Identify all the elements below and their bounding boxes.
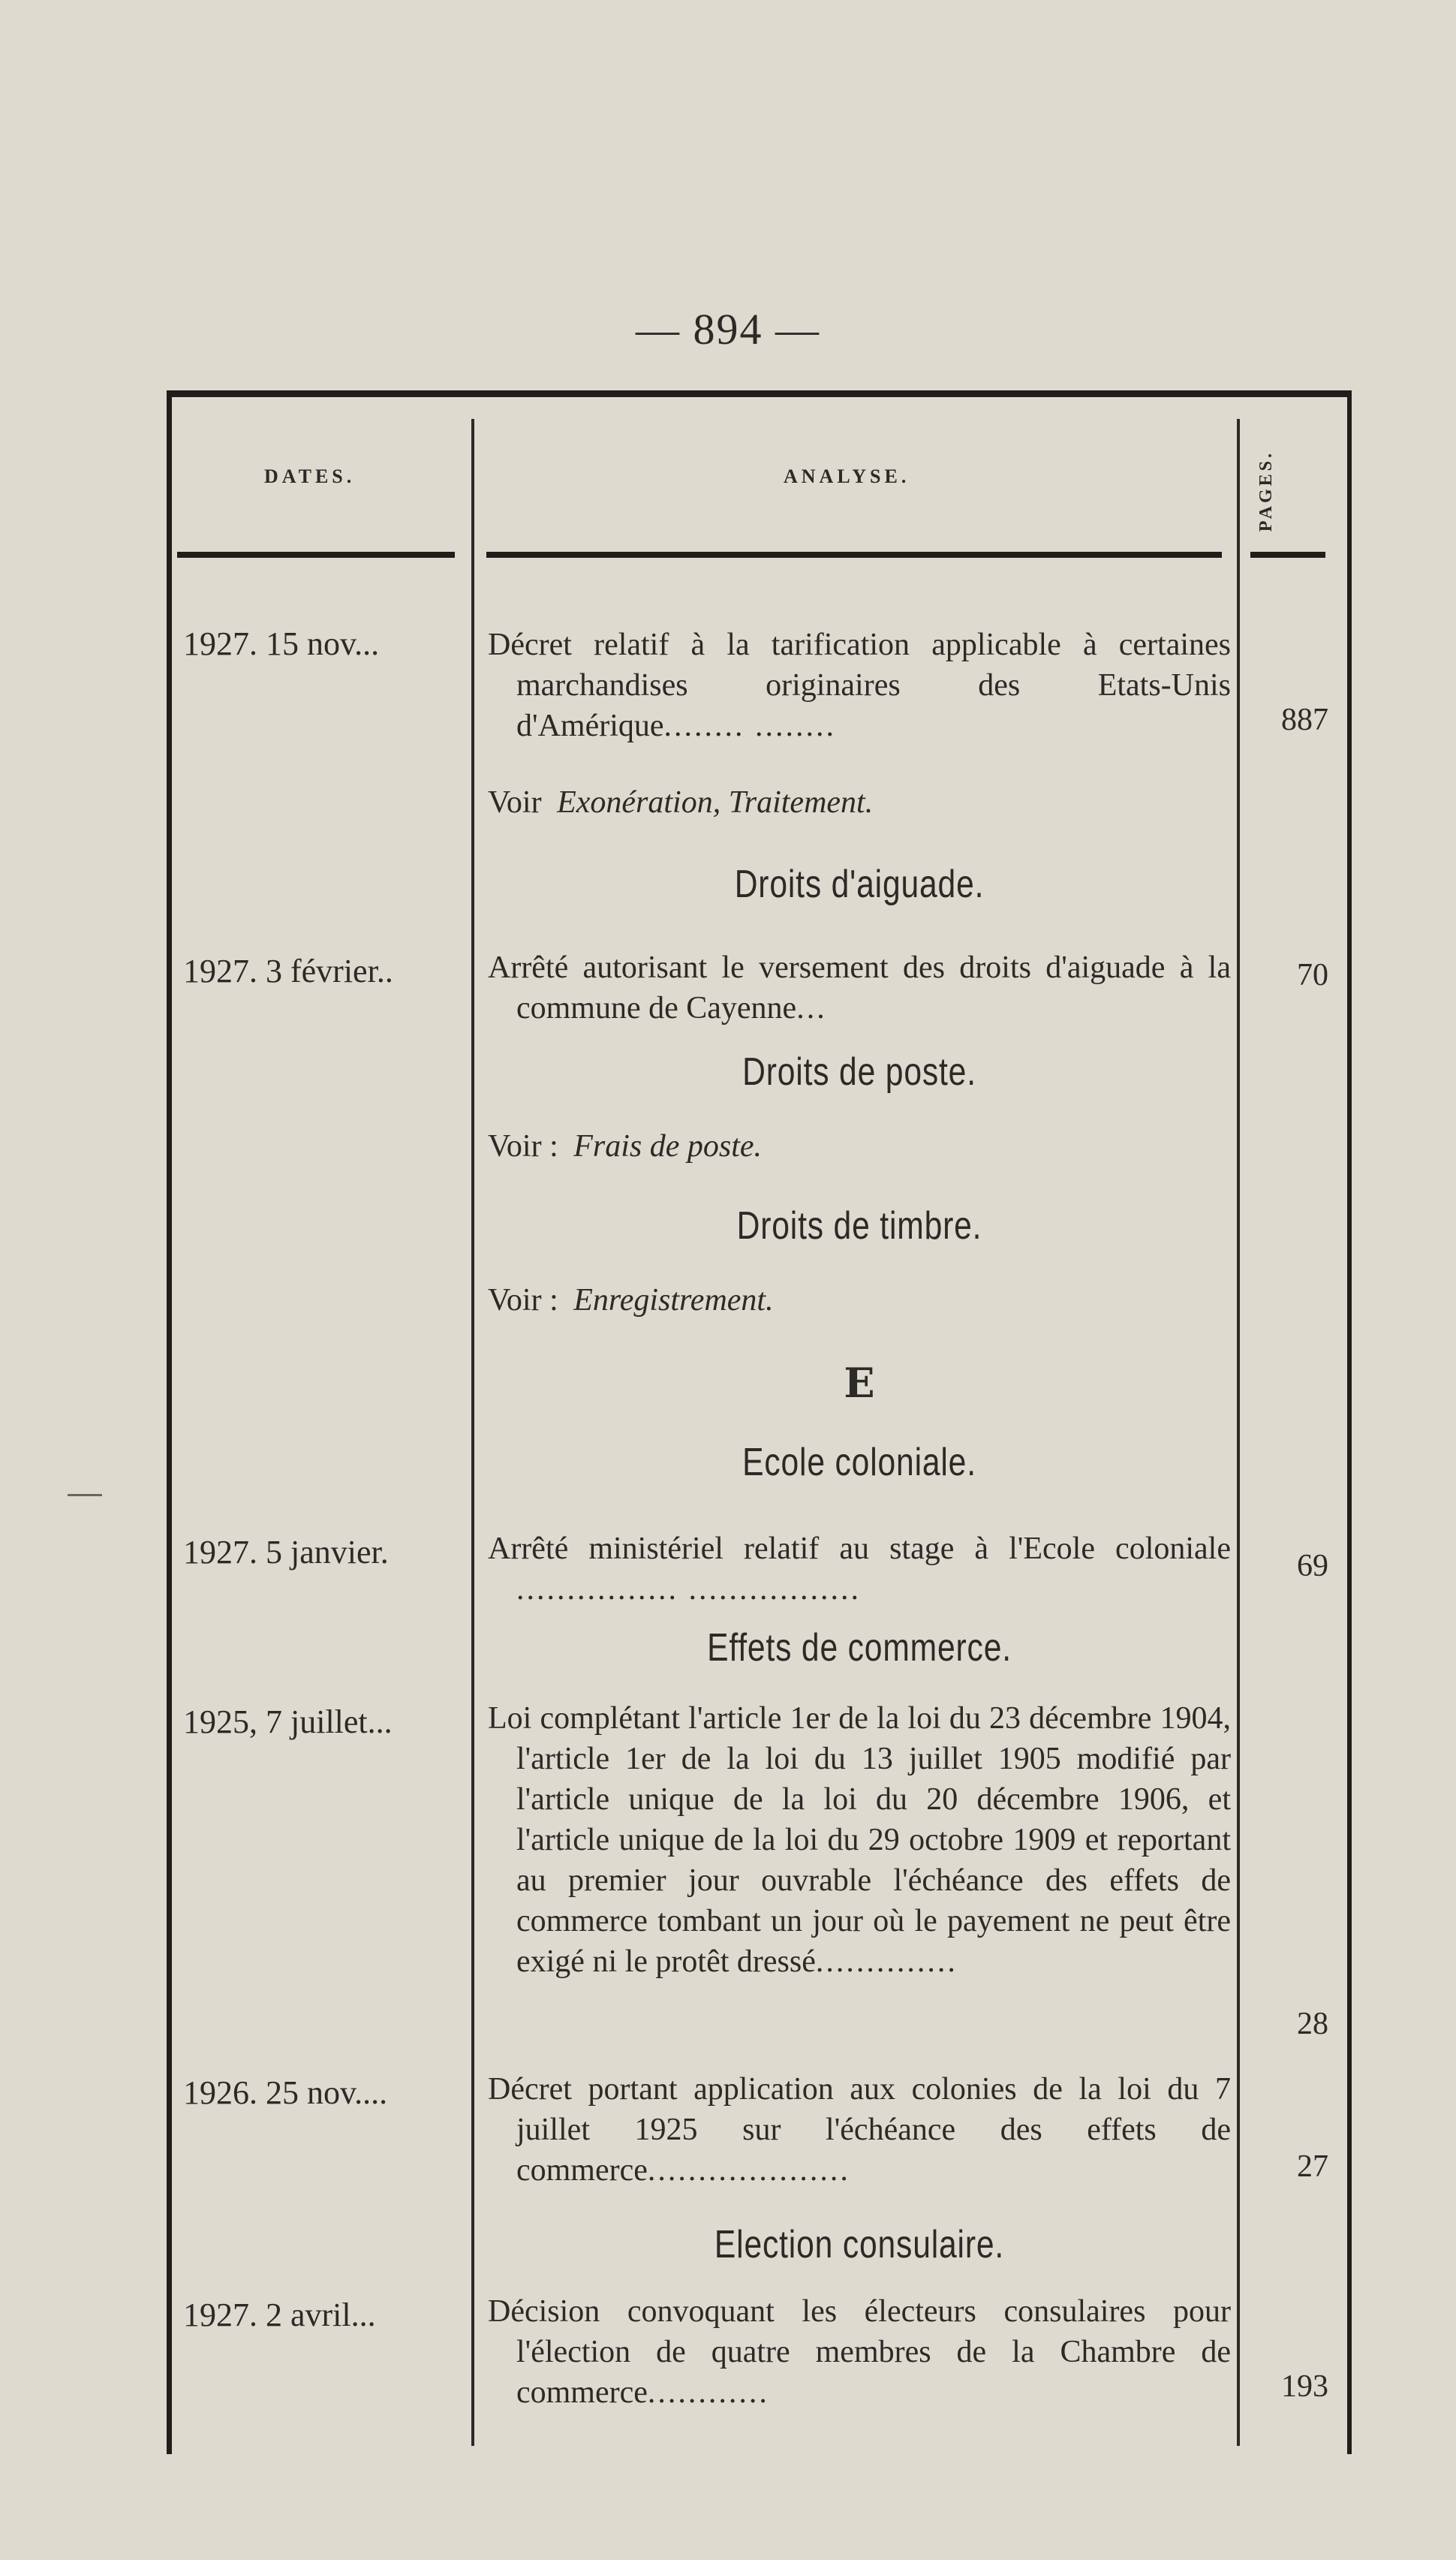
see-also: Voir Exonération, Traitement. xyxy=(488,785,874,820)
header-rule-pages xyxy=(1250,552,1325,558)
column-header-dates: DATES. xyxy=(264,465,356,487)
entry-date: 1925, 7 juillet... xyxy=(183,1703,393,1740)
entry-page: 69 xyxy=(1297,1549,1328,1583)
entry-page: 27 xyxy=(1297,2149,1328,2184)
section-heading: Droits d'aiguade. xyxy=(734,863,985,906)
entry-date: 1927. 3 février.. xyxy=(183,953,393,989)
margin-mark xyxy=(68,1494,102,1496)
section-heading: Effets de commerce. xyxy=(707,1626,1012,1670)
entry-date: 1926. 25 nov.... xyxy=(183,2074,388,2111)
section-heading: Droits de poste. xyxy=(742,1050,976,1094)
entry-page: 193 xyxy=(1281,2369,1328,2404)
entry-page: 70 xyxy=(1297,958,1328,992)
column-divider-dates xyxy=(471,419,474,2446)
entry-text: Loi complétant l'article 1er de la loi du 23 décembre 1904, l'article 1er de la loi du 13 juillet 1905 modifié par l'article unique de la loi du 20 décembre 1906, et l'article unique de la loi du 29 octobre 1909 et reportant au premier jour ouvrable l'échéance des effets de commerce tombant un jour où le payement ne peut être exigé ni le protêt dressé.............. xyxy=(488,1701,1231,1979)
entry-page: 28 xyxy=(1297,2007,1328,2041)
entry-text: Décret relatif à la tarification applicable à certaines marchandises originaires des Etats-Unis d'Amérique........ ........ xyxy=(488,628,1231,743)
alphabet-letter: E xyxy=(844,1359,875,1407)
section-heading: Ecole coloniale. xyxy=(742,1441,976,1484)
entry-text: Décision convoquant les électeurs consulaires pour l'élection de quatre membres de la Chambre de commerce............ xyxy=(488,2294,1231,2410)
entry-date: 1927. 2 avril... xyxy=(183,2296,376,2333)
column-header-analyse: ANALYSE. xyxy=(784,465,910,487)
entry-text: Arrêté autorisant le versement des droits d'aiguade à la commune de Cayenne... xyxy=(488,950,1231,1026)
entry-page: 887 xyxy=(1281,703,1328,737)
entry-text: Décret portant application aux colonies de la loi du 7 juillet 1925 sur l'échéance des effets de commerce.................... xyxy=(488,2072,1231,2188)
section-heading: Election consulaire. xyxy=(714,2223,1005,2266)
header-rule-analyse xyxy=(486,552,1222,558)
column-divider-analyse xyxy=(1237,419,1240,2446)
see-also: Voir : Frais de poste. xyxy=(488,1129,763,1164)
page-number: — 894 — xyxy=(636,305,820,354)
entry-date: 1927. 15 nov... xyxy=(183,625,380,662)
header-rule-dates xyxy=(177,552,455,558)
entry-text: Arrêté ministériel relatif au stage à l'Ecole coloniale ................ ................. xyxy=(488,1531,1231,1607)
column-header-pages: PAGES. xyxy=(1256,450,1276,532)
entry-date: 1927. 5 janvier. xyxy=(183,1534,389,1571)
see-also: Voir : Enregistrement. xyxy=(488,1283,774,1318)
section-heading: Droits de timbre. xyxy=(736,1204,982,1248)
